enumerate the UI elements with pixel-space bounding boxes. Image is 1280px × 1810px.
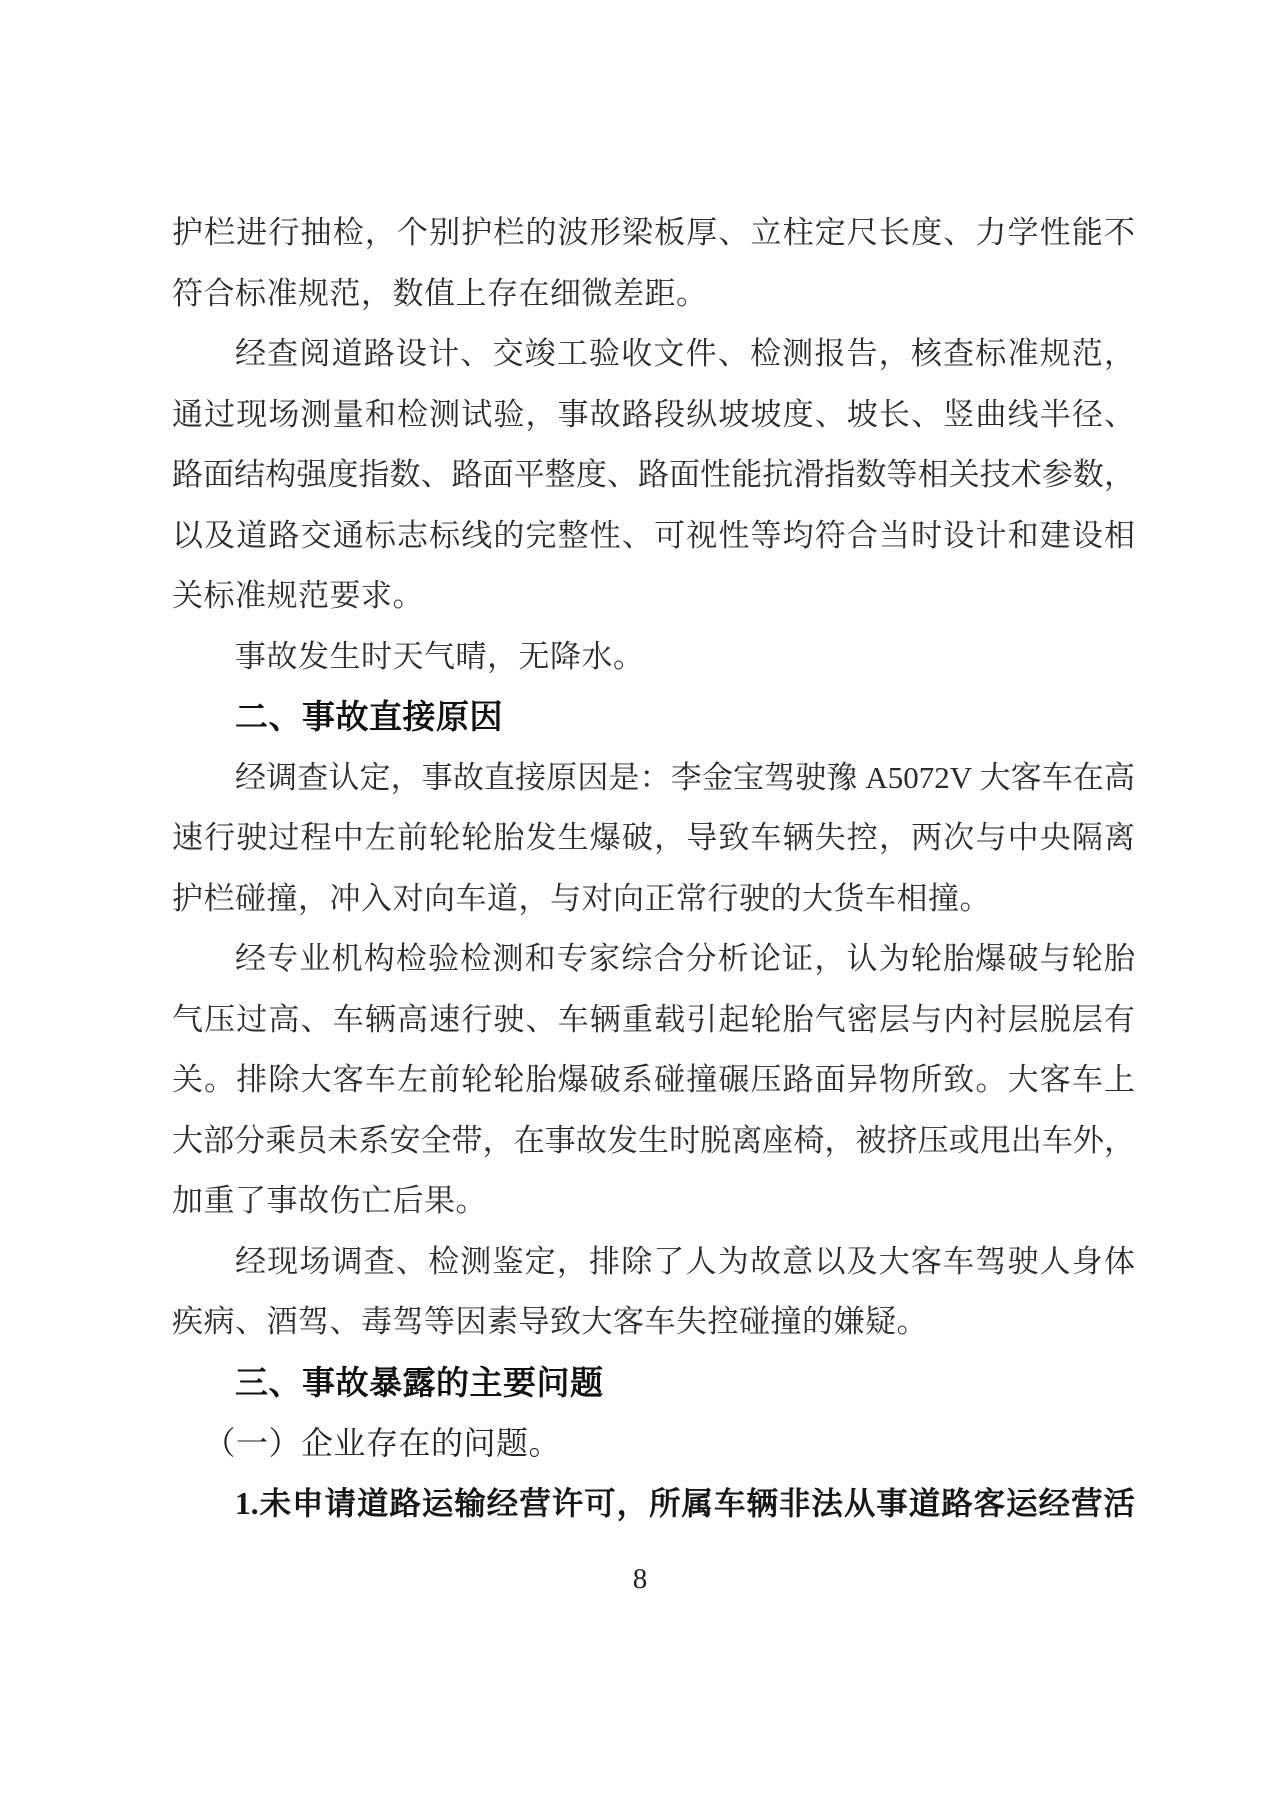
text-line: 关。排除大客车左前轮轮胎爆破系碰撞碾压路面异物所致。大客车上 <box>172 1062 1135 1097</box>
text-line: 1.未申请道路运输经营许可，所属车辆非法从事道路客运经营活 <box>235 1485 1135 1521</box>
text-line: 护栏进行抽检，个别护栏的波形梁板厚、立柱定尺长度、力学性能不 <box>172 215 1135 250</box>
text-line: 符合标准规范，数值上存在细微差距。 <box>172 275 708 311</box>
text-line: 大部分乘员未系安全带，在事故发生时脱离座椅，被挤压或甩出车外， <box>172 1122 1135 1158</box>
text-line: 事故发生时天气晴，无降水。 <box>235 638 645 674</box>
text-line: 经专业机构检验检测和专家综合分析论证，认为轮胎爆破与轮胎 <box>235 941 1135 976</box>
text-line: 经查阅道路设计、交竣工验收文件、检测报告，核查标准规范， <box>235 336 1135 371</box>
text-line: （一）企业存在的问题。 <box>203 1425 562 1461</box>
text-line: 速行驶过程中左前轮轮胎发生爆破，导致车辆失控，两次与中央隔离 <box>172 820 1135 855</box>
text-line: 路面结构强度指数、路面平整度、路面性能抗滑指数等相关技术参数， <box>172 457 1135 492</box>
text-line: 关标准规范要求。 <box>172 578 424 613</box>
text-line: 以及道路交通标志标线的完整性、可视性等均符合当时设计和建设相 <box>172 517 1135 553</box>
text-line: 护栏碰撞，冲入对向车道，与对向正常行驶的大货车相撞。 <box>172 880 991 916</box>
section-heading: 三、事故暴露的主要问题 <box>235 1363 604 1401</box>
page-number: 8 <box>632 1563 648 1595</box>
text-line: 疾病、酒驾、毒驾等因素导致大客车失控碰撞的嫌疑。 <box>172 1304 928 1339</box>
section-heading: 二、事故直接原因 <box>235 698 503 735</box>
document-body <box>172 203 1135 1534</box>
text-line: 经现场调查、检测鉴定，排除了人为故意以及大客车驾驶人身体 <box>235 1243 1135 1279</box>
text-line: 经调查认定，事故直接原因是：李金宝驾驶豫 A5072V 大客车在高 <box>235 759 1135 795</box>
text-line: 气压过高、车辆高速行驶、车辆重载引起轮胎气密层与内衬层脱层有 <box>172 1001 1135 1037</box>
text-line: 通过现场测量和检测试验，事故路段纵坡坡度、坡长、竖曲线半径、 <box>172 396 1135 432</box>
text-line: 加重了事故伤亡后果。 <box>172 1183 487 1218</box>
